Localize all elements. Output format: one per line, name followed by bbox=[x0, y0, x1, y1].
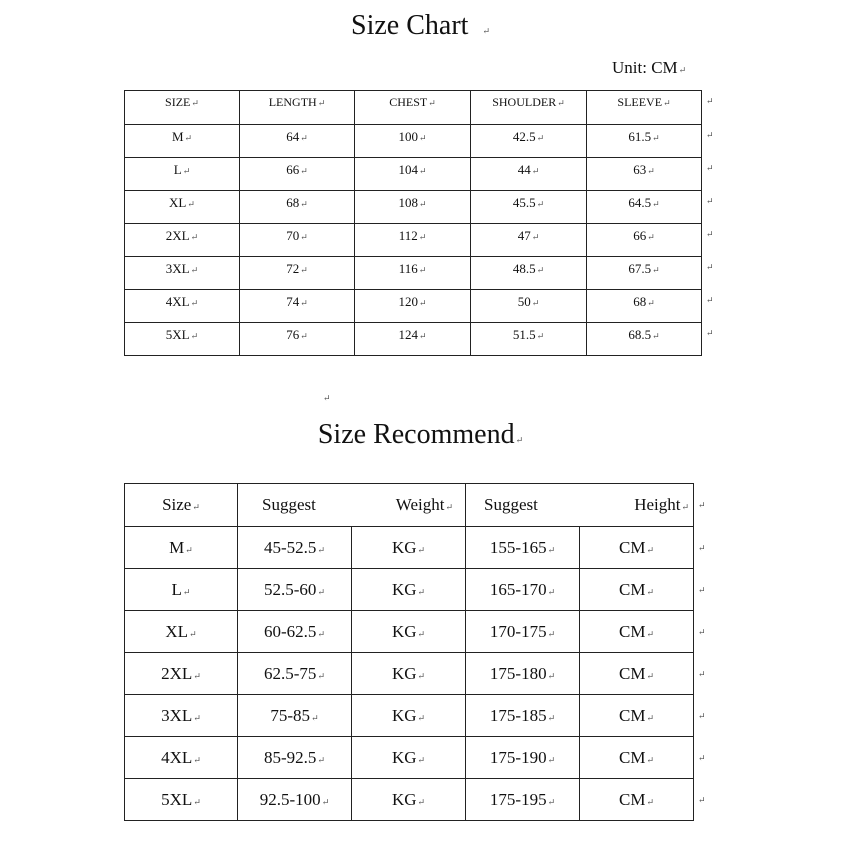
table-cell: 45.5↵ bbox=[471, 191, 587, 224]
table-row bbox=[125, 125, 702, 158]
table-cell: 175-185↵ bbox=[466, 695, 580, 737]
paragraph-mark: ↵ bbox=[515, 435, 524, 445]
table-row bbox=[125, 323, 702, 356]
table-cell: 3XL↵ bbox=[125, 695, 238, 737]
table-row bbox=[125, 611, 694, 653]
paragraph-mark: ↵ bbox=[323, 393, 331, 403]
table-cell: 2XL↵ bbox=[125, 224, 240, 257]
header-cell: SHOULDER↵ bbox=[471, 91, 587, 125]
table-cell: 50↵ bbox=[471, 290, 587, 323]
table-cell: CM↵ bbox=[580, 695, 694, 737]
table-cell: 47↵ bbox=[471, 224, 587, 257]
table-row bbox=[125, 695, 694, 737]
paragraph-mark: ↵ bbox=[706, 261, 714, 272]
table-cell: 68.5↵ bbox=[587, 323, 702, 356]
paragraph-mark: ↵ bbox=[698, 626, 706, 637]
table-row bbox=[125, 779, 694, 821]
header-cell: SLEEVE↵ bbox=[587, 91, 702, 125]
table-cell: 175-190↵ bbox=[466, 737, 580, 779]
table-cell: 48.5↵ bbox=[471, 257, 587, 290]
size-chart-table bbox=[124, 90, 702, 356]
paragraph-mark: ↵ bbox=[698, 542, 706, 553]
table-cell: 66↵ bbox=[240, 158, 355, 191]
paragraph-mark: ↵ bbox=[698, 752, 706, 763]
table-cell: M↵ bbox=[125, 527, 238, 569]
table-cell: 175-180↵ bbox=[466, 653, 580, 695]
paragraph-mark: ↵ bbox=[706, 95, 714, 106]
table-cell: 44↵ bbox=[471, 158, 587, 191]
table-cell: 62.5-75↵ bbox=[238, 653, 352, 695]
table-cell: 4XL↵ bbox=[125, 737, 238, 779]
table-cell: 85-92.5↵ bbox=[238, 737, 352, 779]
table-cell: 155-165↵ bbox=[466, 527, 580, 569]
table-cell: 165-170↵ bbox=[466, 569, 580, 611]
table-cell: M↵ bbox=[125, 125, 240, 158]
table-cell: 120↵ bbox=[355, 290, 471, 323]
table-cell: 100↵ bbox=[355, 125, 471, 158]
table-cell: 64.5↵ bbox=[587, 191, 702, 224]
table-row bbox=[125, 653, 694, 695]
table-row bbox=[125, 737, 694, 779]
size-recommend-title: Size Recommend↵ bbox=[317, 419, 524, 450]
paragraph-mark: ↵ bbox=[706, 195, 714, 206]
table-cell: 67.5↵ bbox=[587, 257, 702, 290]
header-size: Size↵ bbox=[125, 484, 238, 527]
table-cell: 52.5-60↵ bbox=[238, 569, 352, 611]
table-cell: 45-52.5↵ bbox=[238, 527, 352, 569]
table-cell: 68↵ bbox=[587, 290, 702, 323]
header-suggest-height: Suggest Height↵ bbox=[466, 484, 694, 527]
table-cell: 61.5↵ bbox=[587, 125, 702, 158]
table-cell: CM↵ bbox=[580, 653, 694, 695]
table-cell: CM↵ bbox=[580, 611, 694, 653]
table-cell: 76↵ bbox=[240, 323, 355, 356]
paragraph-mark: ↵ bbox=[706, 228, 714, 239]
paragraph-mark: ↵ bbox=[706, 294, 714, 305]
table-cell: KG↵ bbox=[352, 527, 466, 569]
table-cell: 5XL↵ bbox=[125, 779, 238, 821]
table-cell: 124↵ bbox=[355, 323, 471, 356]
table-cell: 116↵ bbox=[355, 257, 471, 290]
table-row bbox=[125, 527, 694, 569]
table-header-row bbox=[125, 91, 702, 125]
table-cell: 72↵ bbox=[240, 257, 355, 290]
header-cell: CHEST↵ bbox=[355, 91, 471, 125]
table-cell: 175-195↵ bbox=[466, 779, 580, 821]
table-cell: KG↵ bbox=[352, 653, 466, 695]
paragraph-mark: ↵ bbox=[678, 65, 687, 75]
paragraph-mark: ↵ bbox=[698, 668, 706, 679]
table-cell: L↵ bbox=[125, 569, 238, 611]
table-row bbox=[125, 158, 702, 191]
table-cell: 60-62.5↵ bbox=[238, 611, 352, 653]
table-cell: CM↵ bbox=[580, 737, 694, 779]
paragraph-mark: ↵ bbox=[698, 500, 706, 510]
table-row bbox=[125, 257, 702, 290]
header-cell: LENGTH↵ bbox=[240, 91, 355, 125]
table-cell: 42.5↵ bbox=[471, 125, 587, 158]
table-cell: 75-85↵ bbox=[238, 695, 352, 737]
table-cell: 104↵ bbox=[355, 158, 471, 191]
paragraph-mark: ↵ bbox=[698, 794, 706, 805]
table-cell: 2XL↵ bbox=[125, 653, 238, 695]
paragraph-mark: ↵ bbox=[706, 327, 714, 338]
size-recommend-table bbox=[124, 483, 694, 821]
table-cell: 92.5-100↵ bbox=[238, 779, 352, 821]
table-cell: 108↵ bbox=[355, 191, 471, 224]
table-cell: KG↵ bbox=[352, 779, 466, 821]
table-cell: CM↵ bbox=[580, 779, 694, 821]
table-cell: 63↵ bbox=[587, 158, 702, 191]
table-cell: KG↵ bbox=[352, 695, 466, 737]
table-header-row bbox=[125, 484, 694, 527]
paragraph-mark: ↵ bbox=[698, 710, 706, 721]
table-cell: 3XL↵ bbox=[125, 257, 240, 290]
table-row bbox=[125, 290, 702, 323]
table-cell: CM↵ bbox=[580, 569, 694, 611]
table-row bbox=[125, 569, 694, 611]
table-cell: 70↵ bbox=[240, 224, 355, 257]
size-chart-unit: Unit: CM↵ bbox=[612, 58, 687, 77]
paragraph-mark: ↵ bbox=[706, 162, 714, 173]
table-cell: KG↵ bbox=[352, 737, 466, 779]
table-cell: 64↵ bbox=[240, 125, 355, 158]
paragraph-mark: ↵ bbox=[482, 26, 490, 36]
table-cell: KG↵ bbox=[352, 569, 466, 611]
table-cell: 170-175↵ bbox=[466, 611, 580, 653]
table-cell: 5XL↵ bbox=[125, 323, 240, 356]
table-cell: XL↵ bbox=[125, 611, 238, 653]
paragraph-mark: ↵ bbox=[698, 584, 706, 595]
table-cell: 74↵ bbox=[240, 290, 355, 323]
header-cell: SIZE↵ bbox=[125, 91, 240, 125]
table-cell: L↵ bbox=[125, 158, 240, 191]
table-cell: XL↵ bbox=[125, 191, 240, 224]
table-cell: 51.5↵ bbox=[471, 323, 587, 356]
table-cell: CM↵ bbox=[580, 527, 694, 569]
paragraph-mark: ↵ bbox=[706, 129, 714, 140]
table-row bbox=[125, 191, 702, 224]
table-cell: 66↵ bbox=[587, 224, 702, 257]
table-cell: 4XL↵ bbox=[125, 290, 240, 323]
table-row bbox=[125, 224, 702, 257]
header-suggest-weight: Suggest Weight↵ bbox=[238, 484, 466, 527]
size-chart-title: Size Chart ↵ bbox=[351, 10, 490, 41]
table-cell: 68↵ bbox=[240, 191, 355, 224]
table-cell: 112↵ bbox=[355, 224, 471, 257]
table-cell: KG↵ bbox=[352, 611, 466, 653]
